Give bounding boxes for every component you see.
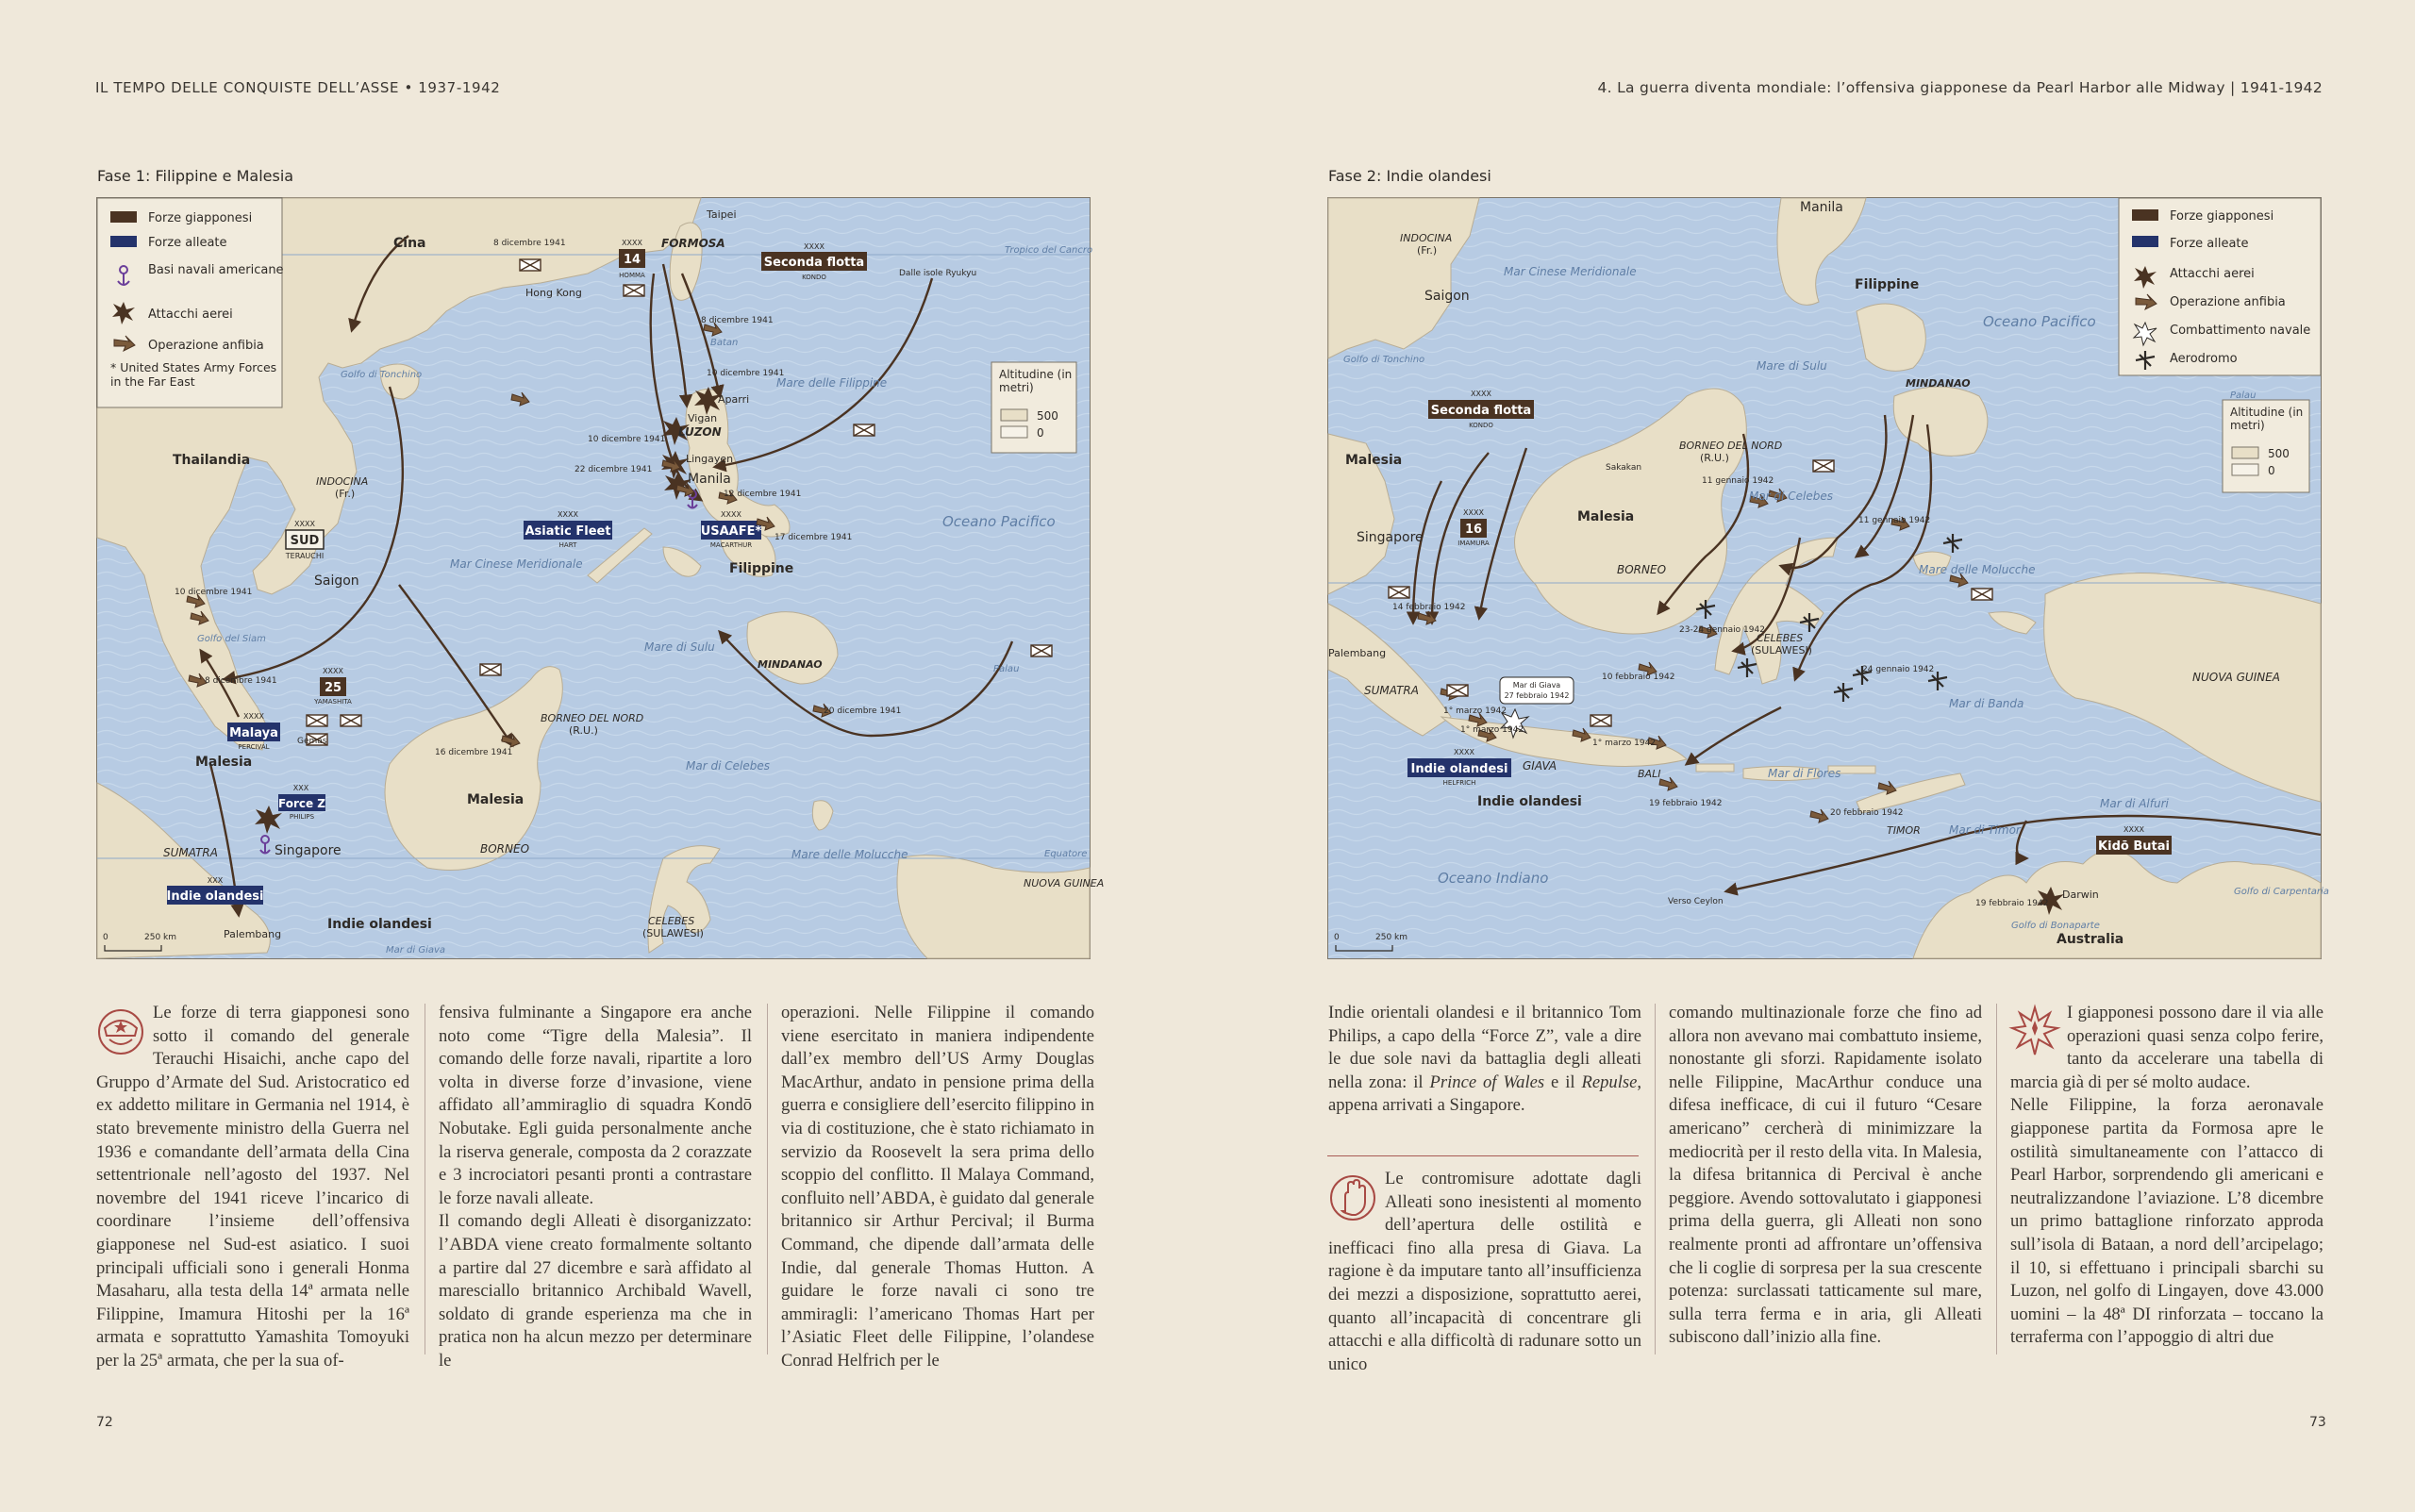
m2-ng: NUOVA GUINEA bbox=[2192, 671, 2281, 684]
m1-malesia2: Malesia bbox=[467, 792, 525, 807]
m1-vigan: Vigan bbox=[688, 412, 718, 424]
svg-text:TERAUCHI: TERAUCHI bbox=[285, 552, 325, 560]
officer-cap-icon bbox=[96, 1004, 145, 1062]
svg-text:250 km: 250 km bbox=[144, 933, 177, 942]
svg-text:SUD: SUD bbox=[290, 534, 320, 548]
m1-date: 10 dicembre 1941 bbox=[707, 369, 785, 378]
m2-celebessea: Mar di Celebes bbox=[1749, 490, 1833, 503]
m2-date: 1° marzo 1942 bbox=[1443, 706, 1507, 716]
m1-mindanao: MINDANAO bbox=[758, 658, 823, 671]
m1-tonchino: Golfo di Tonchino bbox=[341, 370, 423, 380]
m1-molucche: Mare delle Molucche bbox=[791, 848, 908, 861]
m1-aparri: Aparri bbox=[718, 393, 750, 406]
m2-palembang: Palembang bbox=[1328, 647, 1387, 659]
m2-bali: BALI bbox=[1638, 768, 1661, 780]
svg-text:XXXX: XXXX bbox=[804, 242, 824, 251]
m1-alt-title: Altitudine (in metri) bbox=[999, 368, 1073, 394]
svg-text:PERCIVAL: PERCIVAL bbox=[238, 743, 270, 751]
m2-indieol: Indie olandesi bbox=[1477, 794, 1582, 809]
m2-date: 11 gennaio 1942 bbox=[1702, 476, 1774, 486]
m1-legend-bases: Basi navali americane bbox=[148, 263, 284, 277]
m2-sakakan: Sakakan bbox=[1606, 463, 1642, 473]
column-divider bbox=[1655, 1004, 1656, 1354]
m1-celebes: CELEBES bbox=[648, 915, 695, 927]
svg-text:Indie olandesi: Indie olandesi bbox=[1410, 762, 1508, 776]
svg-text:HELFRICH: HELFRICH bbox=[1442, 779, 1476, 787]
m1-celebessea: Mar di Celebes bbox=[686, 759, 770, 773]
m2-fr: (Fr.) bbox=[1417, 244, 1438, 257]
svg-text:IMAMURA: IMAMURA bbox=[1457, 540, 1490, 547]
m1-equatore: Equatore bbox=[1044, 849, 1088, 859]
svg-text:Indie olandesi: Indie olandesi bbox=[166, 889, 264, 904]
m1-date: 20 dicembre 1941 bbox=[824, 706, 902, 716]
m1-legend-jp: Forze giapponesi bbox=[148, 211, 253, 225]
m2-bonaparte: Golfo di Bonaparte bbox=[2011, 921, 2100, 931]
paragraph: Il comando degli Alleati è disorganizzato: l’ABDA viene creato formalmente soltanto a partire dal 27 dicembre e sarà affidato al maresciallo britannico Archibald Wavell, soldato di grande esperienza ma che in pratica non ha alcun mezzo per determinare le bbox=[439, 1211, 752, 1371]
svg-text:Kidō Butai: Kidō Butai bbox=[2098, 839, 2170, 854]
burst-star-icon bbox=[2010, 1004, 2059, 1062]
m2-date: 1° marzo 1942 bbox=[1592, 739, 1657, 748]
m2-arafura: Mar di Alfuri bbox=[2100, 797, 2169, 810]
svg-text:XXXX: XXXX bbox=[294, 520, 315, 528]
m2-sulu: Mare di Sulu bbox=[1757, 359, 1827, 373]
m2-ru: (R.U.) bbox=[1700, 452, 1729, 464]
m1-indocina: INDOCINA bbox=[316, 475, 369, 488]
m2-saigon: Saigon bbox=[1424, 289, 1470, 304]
m1-palembang: Palembang bbox=[224, 928, 282, 940]
m1-legend-note: * United States Army Forces in the Far East bbox=[110, 360, 277, 389]
text-column-4 bbox=[1328, 1002, 1641, 1118]
m2-legend-jp: Forze giapponesi bbox=[2170, 209, 2274, 224]
m2-sulawesi: (SULAWESI) bbox=[1751, 644, 1812, 656]
m1-marefilippine: Mare delle Filippine bbox=[776, 376, 888, 390]
text-column-6 bbox=[2010, 1002, 2323, 1350]
svg-text:0: 0 bbox=[1334, 933, 1340, 942]
m2-legend-amph: Operazione anfibia bbox=[2170, 295, 2286, 309]
svg-text:KONDO: KONDO bbox=[1469, 422, 1493, 429]
m2-versoceylon: Verso Ceylon bbox=[1668, 897, 1724, 906]
svg-text:XXXX: XXXX bbox=[1463, 508, 1484, 517]
svg-text:HOMMA: HOMMA bbox=[619, 272, 645, 279]
text-column-5 bbox=[1669, 1002, 1982, 1350]
m1-taipei: Taipei bbox=[707, 208, 737, 221]
svg-text:XXXX: XXXX bbox=[622, 239, 642, 247]
m1-sumatra: SUMATRA bbox=[163, 846, 218, 859]
m2-borneo: BORNEO bbox=[1617, 563, 1667, 576]
m2-celebes: CELEBES bbox=[1757, 632, 1804, 644]
m1-alt-500: 500 bbox=[1037, 409, 1058, 423]
m1-indie: Indie olandesi bbox=[327, 917, 432, 932]
svg-text:16: 16 bbox=[1464, 523, 1483, 537]
m2-alt-title: Altitudine (in metri) bbox=[2230, 406, 2304, 432]
svg-text:XXXX: XXXX bbox=[1454, 748, 1474, 756]
m2-legend-airfield: Aerodromo bbox=[2170, 352, 2238, 366]
paragraph: operazioni. Nelle Filippine il comando viene esercitato in maniera indipendente dall’ex membro dell’US Army Douglas MacArthur, andato in pensione prima della guerra e consigliere dell’esercito filippino in via di costituzione, che è stato richiamato in servizio da Roosevelt la sera prima dello scoppio del conflitto. Il Malaya Command, confluito nell’ABDA, è guidato dal generale britannico sir Arthur Percival; il Burma Command, che dipende dall’armata delle Indie, dal generale Thomas Hutton. A guidare le forze navali ci sono tre ammiragli: l’americano Thomas Hart per l’Asiatic Fleet delle Filippine, l’olandese Conrad Helfrich per le bbox=[781, 1003, 1094, 1371]
m1-singapore: Singapore bbox=[275, 843, 341, 858]
svg-text:XXXX: XXXX bbox=[1471, 390, 1491, 398]
column-divider bbox=[1996, 1004, 1997, 1354]
m2-legend-allied: Forze alleate bbox=[2170, 237, 2249, 251]
m2-date: 10 febbraio 1942 bbox=[1602, 673, 1675, 682]
m1-date: 10 dicembre 1941 bbox=[175, 588, 253, 597]
m1-ng: NUOVA GUINEA bbox=[1024, 877, 1105, 889]
m1-date: 10 dicembre 1941 bbox=[588, 435, 666, 444]
text-column-2 bbox=[439, 1002, 752, 1373]
column-divider bbox=[767, 1004, 768, 1354]
m1-ru: (R.U.) bbox=[569, 724, 598, 737]
m1-tropico: Tropico del Cancro bbox=[1005, 245, 1093, 256]
m1-batan: Batan bbox=[710, 338, 739, 348]
m1-filippine: Filippine bbox=[729, 561, 794, 576]
m1-date: 8 dicembre 1941 bbox=[205, 676, 277, 686]
m2-darwin: Darwin bbox=[2062, 889, 2099, 901]
m2-legend-naval: Combattimento navale bbox=[2170, 324, 2311, 338]
m2-sumatra: SUMATRA bbox=[1364, 684, 1419, 697]
m1-palau: Palau bbox=[993, 664, 1020, 674]
raised-hand-icon bbox=[1328, 1170, 1377, 1228]
paragraph: comando multinazionale forze che fino ad allora non avevano mai combattuto insieme, nonostante gli sforzi. Rapidamente isolato nelle Filippine, MacArthur conduce una difesa inefficace, di cui il futuro “Cesare americano” cercherà di minimizzare la mediocrità per il resto della vita. In Malesia, la difesa britannica di Percival è anche peggiore. Avendo sottovalutato i giapponesi prima della guerra, gli Alleati non sono realmente pronti ad affrontare un’offensiva che li coglie di sorpresa per la sua crescente potenza: surclassati tatticamente sul mare, sulla terra ferma e in aria, gli Alleati subiscono dall’inizio alla fine. bbox=[1669, 1003, 1982, 1348]
text-column-3 bbox=[781, 1002, 1094, 1373]
m2-date: 11 gennaio 1942 bbox=[1858, 516, 1931, 525]
text-column-4b bbox=[1328, 1168, 1641, 1376]
running-head-right: 4. La guerra diventa mondiale: l’offensiva giapponese da Pearl Harbor alle Midway | 1941-1942 bbox=[1597, 79, 2323, 96]
svg-text:250 km: 250 km bbox=[1375, 933, 1408, 942]
m2-date: 19 febbraio 1942 bbox=[1975, 899, 2049, 908]
m1-malesia: Malesia bbox=[195, 755, 253, 770]
paragraph: Le contromisure adottate dagli Alleati sono inesistenti al momento dell’apertura delle ostilità e inefficaci fino alla presa di Giava. La ragione è da imputare tanto all’insufficienza dei mezzi a disposizione, soprattutto aerei, quanto all’incapacità di concentrare gli attacchi e alla difficoltà di radunare sotto un unico bbox=[1328, 1169, 1641, 1374]
svg-text:Force Z: Force Z bbox=[277, 797, 326, 810]
m1-date: 16 dicembre 1941 bbox=[435, 748, 513, 757]
unit-14 bbox=[619, 239, 645, 279]
m2-manila: Manila bbox=[1800, 200, 1843, 215]
text-column-1 bbox=[96, 1002, 409, 1373]
m2-malesia2: Malesia bbox=[1577, 509, 1635, 524]
m2-timor: TIMOR bbox=[1887, 824, 1921, 837]
svg-text:KONDO: KONDO bbox=[802, 274, 826, 281]
m1-cina: Cina bbox=[393, 236, 426, 251]
m1-legend-amph: Operazione anfibia bbox=[148, 339, 264, 353]
section-divider bbox=[1327, 1155, 1639, 1156]
running-head-left: IL TEMPO DELLE CONQUISTE DELL’ASSE • 1937-1942 bbox=[95, 79, 501, 96]
m2-singapore: Singapore bbox=[1357, 530, 1424, 545]
svg-text:YAMASHITA: YAMASHITA bbox=[314, 698, 352, 706]
m1-legend-allied: Forze alleate bbox=[148, 236, 227, 250]
m2-indocina: INDOCINA bbox=[1400, 232, 1453, 244]
m1-mcm: Mar Cinese Meridionale bbox=[450, 557, 583, 571]
m2-giava: GIAVA bbox=[1523, 759, 1557, 773]
m1-borneonord: BORNEO DEL NORD bbox=[541, 712, 644, 724]
svg-text:0: 0 bbox=[103, 933, 108, 942]
page-number-right: 73 bbox=[2309, 1415, 2326, 1430]
svg-text:XXX: XXX bbox=[292, 784, 309, 792]
map2-title: Fase 2: Indie olandesi bbox=[1328, 167, 1491, 185]
svg-text:XXXX: XXXX bbox=[721, 510, 741, 519]
svg-text:Seconda flotta: Seconda flotta bbox=[763, 256, 865, 270]
m1-thai: Thailandia bbox=[173, 453, 251, 468]
m2-date: 19 febbraio 1942 bbox=[1649, 799, 1723, 808]
svg-text:14: 14 bbox=[623, 253, 641, 267]
m2-malesia: Malesia bbox=[1345, 453, 1403, 468]
m2-filippine: Filippine bbox=[1855, 277, 1920, 292]
m1-date: 8 dicembre 1941 bbox=[701, 316, 774, 325]
m1-date: 22 dicembre 1941 bbox=[575, 465, 653, 474]
m2-molucche: Mare delle Molucche bbox=[1919, 563, 2036, 576]
m1-fr: (Fr.) bbox=[335, 488, 356, 500]
m1-hk: Hong Kong bbox=[525, 287, 582, 299]
m2-date: 24 gennaio 1942 bbox=[1862, 665, 1935, 674]
m1-manila: Manila bbox=[688, 472, 731, 487]
m1-sulawesi: (SULAWESI) bbox=[642, 927, 704, 939]
map-dutch-east-indies bbox=[1327, 197, 2329, 959]
m2-alt-500: 500 bbox=[2268, 447, 2290, 460]
m2-carpentaria: Golfo di Carpentaria bbox=[2234, 887, 2329, 897]
m1-date: 12 dicembre 1941 bbox=[724, 490, 802, 499]
m1-borneo: BORNEO bbox=[480, 842, 530, 856]
m1-date: 17 dicembre 1941 bbox=[774, 533, 853, 542]
svg-text:Seconda flotta: Seconda flotta bbox=[1430, 404, 1532, 418]
m1-legend-air: Attacchi aerei bbox=[148, 307, 233, 322]
m2-date: 23-24 gennaio 1942 bbox=[1679, 625, 1765, 635]
m1-gemas: Gemas bbox=[297, 737, 327, 746]
svg-text:USAAFE*: USAAFE* bbox=[700, 524, 762, 539]
m1-saigon: Saigon bbox=[314, 573, 359, 589]
svg-text:MACARTHUR: MACARTHUR bbox=[709, 541, 753, 549]
m1-oceano: Oceano Pacifico bbox=[942, 513, 1056, 530]
m2-oceanoindiano: Oceano Indiano bbox=[1438, 870, 1549, 887]
svg-text:Mar di Giava: Mar di Giava bbox=[1512, 681, 1561, 690]
m1-formosa: FORMOSA bbox=[661, 237, 725, 250]
svg-text:27 febbraio 1942: 27 febbraio 1942 bbox=[1504, 691, 1570, 700]
m2-martimor: Mar di Timor bbox=[1949, 823, 2021, 837]
paragraph: fensiva fulminante a Singapore era anche noto come “Tigre della Malesia”. Il comando delle forze navali, ripartite a loro volta in diverse forze d’invasione, viene affidato all’ammiraglio di squadra Kondō Nobutake. Egli guida personalmente anche la riserva generale, composta da 2 corazzate e 3 incrociatori pesanti pronti a contrastare le forze navali alleate. bbox=[439, 1003, 752, 1208]
m2-alt-0: 0 bbox=[2268, 464, 2275, 477]
paragraph: Le forze di terra giapponesi sono sotto il comando del generale Terauchi Hisaichi, anche capo del Gruppo d’Armate del Sud. Aristocratico ed ex addetto militare in Germania nel 1914, è stato brevemente ministro della Guerra nel 1936 e comandante dell’armata della Cina settentrionale nell’agosto del 1937. Nel novembre del 1941 riceve l’incarico di coordinare l’insieme dell’offensiva giapponese nel Sud-est asiatico. I suoi principali ufficiali sono i generali Honma Masaharu, alla testa della 14ª armata nelle Filippine, Imamura Hitoshi per la 16ª armata e soprattutto Yamashita Tomoyuki per la 25ª armata, che per la sua of- bbox=[96, 1003, 409, 1371]
m2-borneonord: BORNEO DEL NORD bbox=[1679, 440, 1783, 452]
m2-date: 20 febbraio 1942 bbox=[1830, 808, 1904, 818]
svg-text:XXX: XXX bbox=[207, 876, 224, 885]
svg-text:PHILIPS: PHILIPS bbox=[289, 813, 315, 821]
m1-siam: Golfo del Siam bbox=[197, 634, 266, 644]
svg-text:XXXX: XXXX bbox=[323, 667, 343, 675]
m2-date: 14 febbraio 1942 bbox=[1392, 603, 1466, 612]
m2-palau: Palau bbox=[2230, 390, 2257, 401]
svg-text:Malaya: Malaya bbox=[229, 726, 278, 740]
java-sea-battle-callout bbox=[1500, 677, 1574, 704]
paragraph: Nelle Filippine, la forza aeronavale giapponese partita da Formosa apre le ostilità simultaneamente con l’attacco di Pearl Harbor, sorprendendo gli americani e neutralizzandone l’aviazione. L’8 dicembre un primo battaglione rinforzato approda sull’isola di Bataan, a nord dell’arcipelago; il 10, si effettuano i principali sbarchi su Luzon, nel golfo di Lingayen, dove 43.000 uomini – la 48ª DI rinforzata – toccano la terraferma con l’appoggio di altri due bbox=[2010, 1095, 2323, 1348]
m2-legend-air: Attacchi aerei bbox=[2170, 267, 2255, 281]
svg-text:XXXX: XXXX bbox=[558, 510, 578, 519]
m1-ryukyu: Dalle isole Ryukyu bbox=[899, 269, 977, 278]
m1-lingayen: Lingayen bbox=[686, 453, 734, 465]
map-philippines-malaya bbox=[96, 197, 1105, 959]
svg-text:Asiatic Fleet: Asiatic Fleet bbox=[525, 524, 611, 539]
svg-text:HART: HART bbox=[558, 541, 577, 549]
m2-australia: Australia bbox=[2057, 932, 2124, 947]
m2-mcm: Mar Cinese Meridionale bbox=[1504, 265, 1637, 278]
svg-text:XXXX: XXXX bbox=[243, 712, 264, 721]
m1-alt-0: 0 bbox=[1037, 426, 1044, 440]
m1-luzon: LUZON bbox=[678, 425, 722, 439]
m1-marjava: Mar di Giava bbox=[386, 945, 446, 955]
m2-flores: Mar di Flores bbox=[1768, 767, 1841, 780]
m1-sulu: Mare di Sulu bbox=[644, 640, 715, 654]
page-number-left: 72 bbox=[96, 1415, 113, 1430]
m2-banda: Mar di Banda bbox=[1949, 697, 2024, 710]
m2-date: 1° marzo 1942 bbox=[1460, 725, 1524, 735]
svg-text:XXXX: XXXX bbox=[2124, 825, 2144, 834]
svg-text:25: 25 bbox=[324, 681, 342, 695]
m1-date: 8 dicembre 1941 bbox=[493, 239, 566, 248]
m2-tonchino: Golfo di Tonchino bbox=[1343, 355, 1425, 365]
map1-title: Fase 1: Filippine e Malesia bbox=[97, 167, 294, 185]
m2-oceano: Oceano Pacifico bbox=[1983, 313, 2096, 330]
paragraph: Indie orientali olandesi e il britannico Tom Philips, a capo della “Force Z”, vale a dire le due sole navi da battaglia degli alleati nella zona: il Prince of Wales e il Repulse, appena arrivati a Singapore. bbox=[1328, 1003, 1641, 1116]
m2-mindanao: MINDANAO bbox=[1906, 377, 1971, 390]
paragraph: I giapponesi possono dare il via alle operazioni quasi senza colpo ferire, tanto da accelerare una tabella di marcia già di per sé molto audace. bbox=[2010, 1003, 2323, 1092]
